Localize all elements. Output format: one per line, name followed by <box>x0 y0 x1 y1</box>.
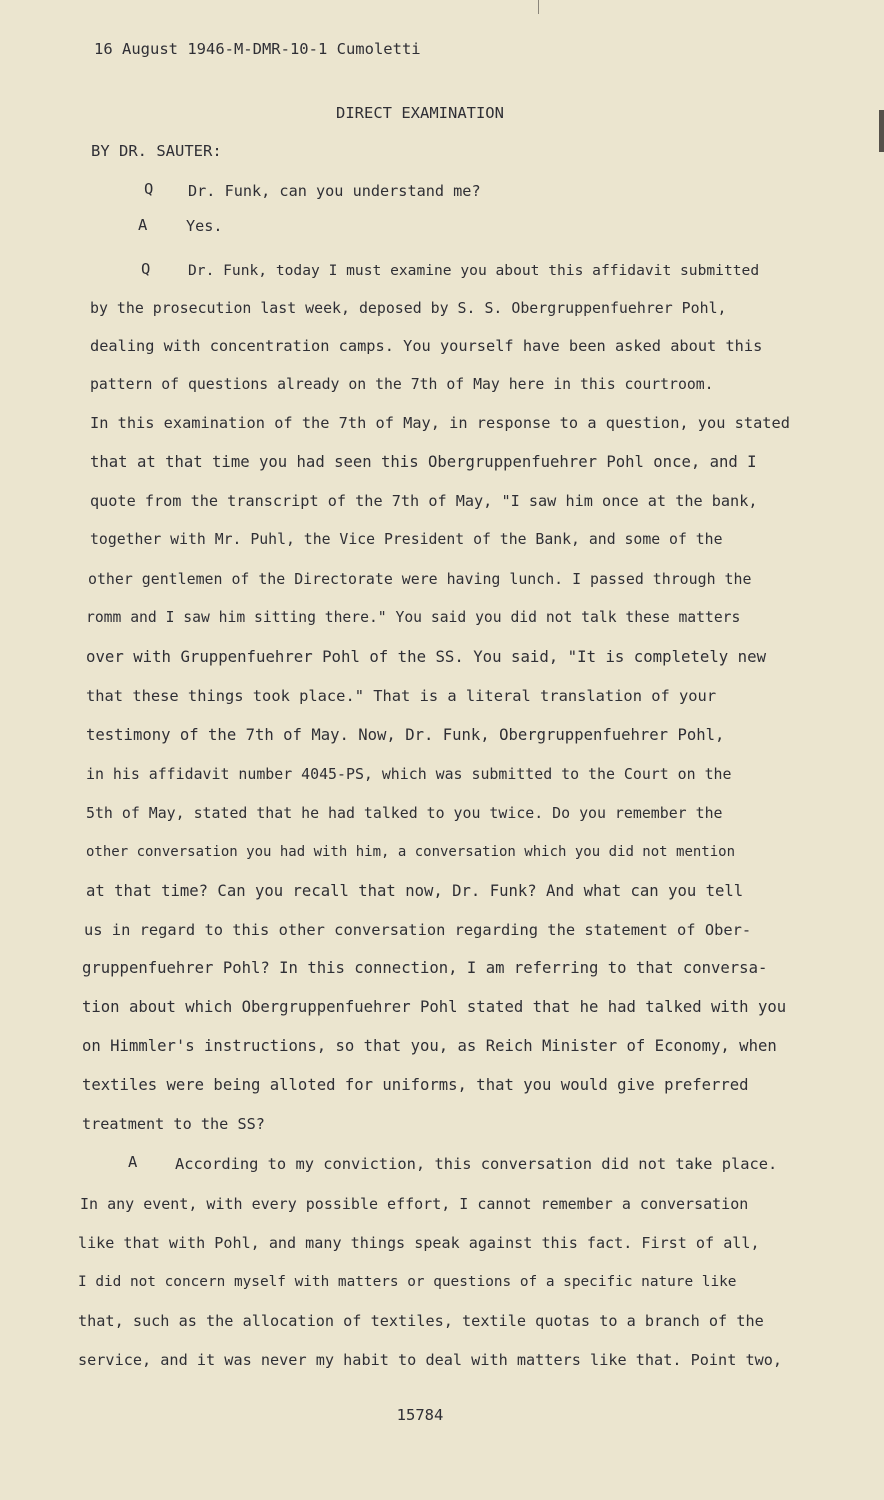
question-line: at that time? Can you recall that now, Dr. Funk? And what can you tell <box>86 882 744 900</box>
question-line: dealing with concentration camps. You yourself have been asked about this <box>90 337 763 355</box>
question-line: testimony of the 7th of May. Now, Dr. Funk, Obergruppenfuehrer Pohl, <box>86 726 725 744</box>
question-line: by the prosecution last week, deposed by S. S. Obergruppenfuehrer Pohl, <box>90 299 727 317</box>
question-line: In this examination of the 7th of May, in response to a question, you stated <box>90 414 790 432</box>
question-marker: Q <box>144 180 154 198</box>
answer-line: service, and it was never my habit to deal with matters like that. Point two, <box>78 1351 783 1369</box>
answer-line: According to my conviction, this conversation did not take place. <box>175 1155 778 1173</box>
examiner-label: BY DR. SAUTER: <box>91 142 222 160</box>
question-line: 5th of May, stated that he had talked to you twice. Do you remember the <box>86 804 723 822</box>
answer-line: I did not concern myself with matters or questions of a specific nature like <box>78 1274 737 1290</box>
answer-line: like that with Pohl, and many things speak against this fact. First of all, <box>78 1234 760 1252</box>
question-line: romm and I saw him sitting there." You said you did not talk these matters <box>86 609 741 626</box>
question-line: quote from the transcript of the 7th of May, "I saw him once at the bank, <box>90 492 758 510</box>
question-line: tion about which Obergruppenfuehrer Pohl stated that he had talked with you <box>82 998 787 1016</box>
question-line: other conversation you had with him, a conversation which you did not mention <box>86 844 736 860</box>
question-line: together with Mr. Puhl, the Vice President of the Bank, and some of the <box>90 531 723 548</box>
question-line: Dr. Funk, can you understand me? <box>188 182 481 200</box>
question-line: gruppenfuehrer Pohl? In this connection, I am referring to that conversa- <box>82 959 768 977</box>
document-header: 16 August 1946-M-DMR-10-1 Cumoletti <box>94 40 421 58</box>
paper-edge-mark <box>879 110 884 152</box>
question-line: other gentlemen of the Directorate were having lunch. I passed through the <box>88 570 752 588</box>
section-heading: DIRECT EXAMINATION <box>336 104 504 122</box>
question-line: Dr. Funk, today I must examine you about this affidavit submitted <box>188 262 760 279</box>
answer-marker: A <box>128 1153 138 1171</box>
answer-marker: A <box>138 216 148 234</box>
question-line: over with Gruppenfuehrer Pohl of the SS. You said, "It is completely new <box>86 647 767 666</box>
question-line: that these things took place." That is a literal translation of your <box>86 687 717 705</box>
question-line: textiles were being alloted for uniforms, that you would give preferred <box>82 1076 749 1094</box>
question-line: treatment to the SS? <box>82 1115 265 1133</box>
answer-line: Yes. <box>186 217 223 235</box>
question-line: us in regard to this other conversation regarding the statement of Ober- <box>84 921 752 939</box>
question-line: that at that time you had seen this Obergruppenfuehrer Pohl once, and I <box>90 453 757 471</box>
question-marker: Q <box>141 260 151 278</box>
page-number: 15784 <box>396 1406 444 1424</box>
paper-mark <box>538 0 539 14</box>
answer-line: that, such as the allocation of textiles, textile quotas to a branch of the <box>78 1312 764 1330</box>
question-line: on Himmler's instructions, so that you, as Reich Minister of Economy, when <box>82 1037 777 1055</box>
answer-line: In any event, with every possible effort, I cannot remember a conversation <box>80 1195 749 1213</box>
question-line: in his affidavit number 4045-PS, which was submitted to the Court on the <box>86 765 732 783</box>
question-line: pattern of questions already on the 7th of May here in this courtroom. <box>90 376 714 393</box>
